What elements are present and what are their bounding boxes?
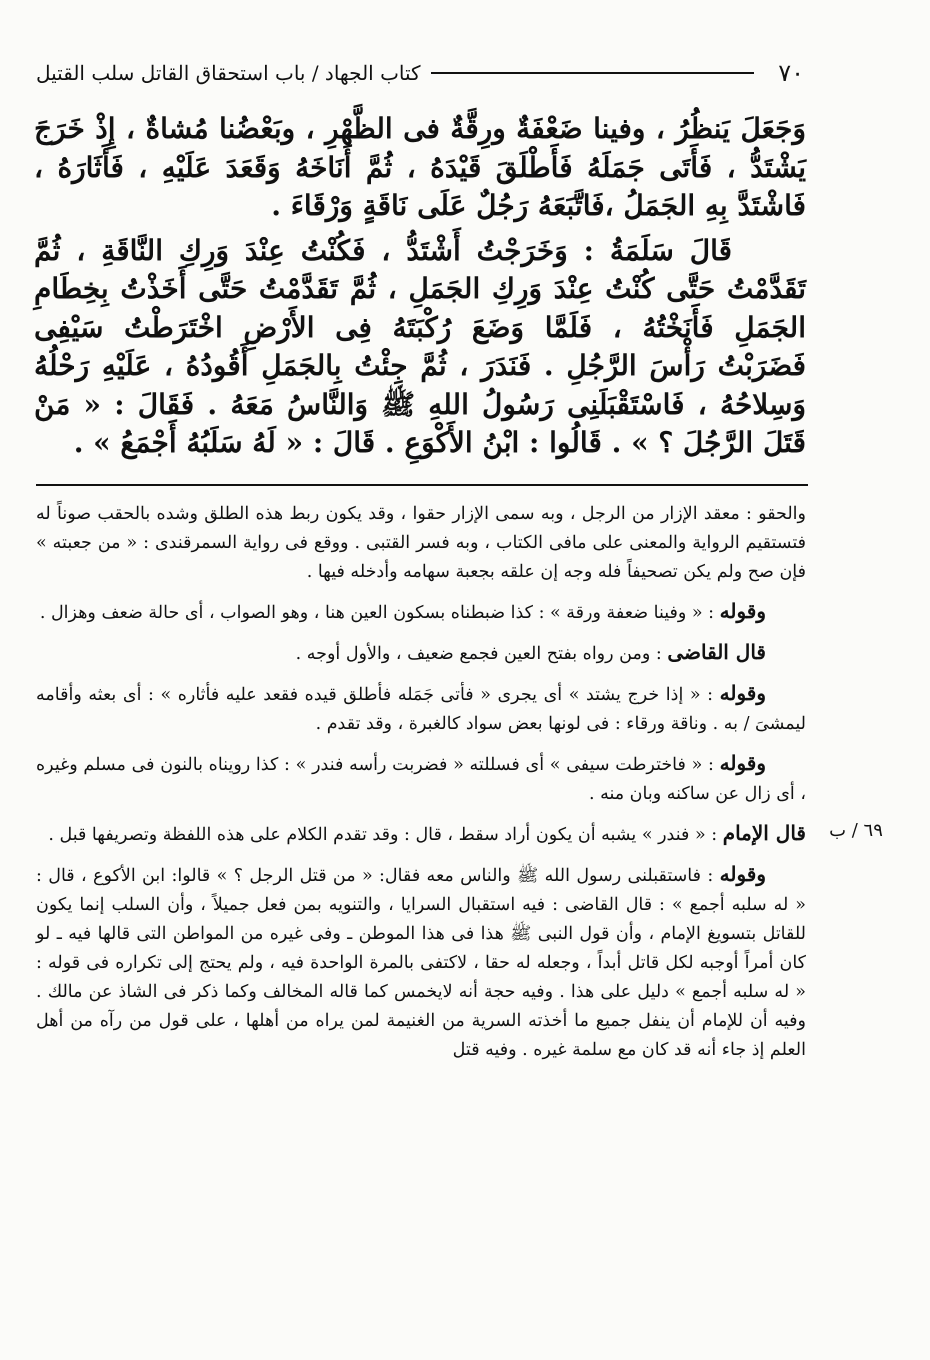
running-header xyxy=(36,58,804,88)
margin-folio-note: ٦٩ / ب xyxy=(829,820,883,841)
commentary-keyword: وقوله xyxy=(719,751,766,775)
commentary-text: : « إذا خرج يشتد » أى يجرى « فأتى جَمَله فأطلق قيده فقعد عليه فأثاره » : أى بعثه وأقامه ليمشىَ / به . وناقة ورقاء : فى لونها بعض سواد كالغبرة ، وقد تقدم . xyxy=(36,685,806,734)
commentary-text: : ومن رواه بفتح العين فجمع ضعيف ، والأول أوجه . xyxy=(295,644,668,664)
commentary-paragraph xyxy=(36,749,806,809)
commentary-paragraph xyxy=(36,819,806,850)
page-number: ٧٠ xyxy=(778,59,804,87)
commentary-text: : فاستقبلنى رسول الله ﷺ والناس معه فقال: « من قتل الرجل ؟ » قالوا: ابن الأكوع ، قال : « له سلبه أجمع » : قال القاضى : فيه استقبال السرايا ، والتنويه بمن فعل جميلاً ، وأن السلب إنما يكون للقاتل بتسويغ الإمام ، وأن قول النبى ﷺ هذا فى هذا الموطن ـ وفى غيره من المواطن التى قالها فيه ـ لو كان أمراً أوجبه لكل قاتل أبداً ، وجعله له حقا ، لاكتفى بالمرة الواحدة فيه ، ولم يحتج إلى تكراره فى قوله : « له سلبه أجمع » دليل على هذا . وفيه حجة أنه لايخمس كما قاله المخالف وكما ذكر فى الشاذ عن مالك . وفيه أن للإمام أن ينفل جميع ما أخذته السرية من الغنيمة لمن يراه من أهلها ، على قول من رآه من أهل العلم إذ جاء أنه قد كان مع سلمة غيره . وفيه قتل xyxy=(36,866,806,1060)
commentary-paragraph xyxy=(36,860,806,1065)
commentary-keyword: وقوله xyxy=(719,599,766,623)
hadith-paragraph: وَجَعَلَ يَنظُرُ ، وفينا ضَعْفَةٌ ورِقَّةٌ فى الظَّهْرِ ، وبَعْضُنا مُشاةٌ ، إِذْ خَرَجَ يَشْتَدُّ ، فَأَتَى جَمَلَهُ فَأَطْلَقَ قَيْدَهُ ، ثُمَّ أَنَاخَهُ وَقَعَدَ عَلَيْهِ ، فَأَثَارَهُ ، فَاشْتَدَّ بِهِ الجَمَلُ ،فَاتَّبَعَهُ رَجُلٌ عَلَى نَاقَةٍ وَرْقَاءَ . xyxy=(34,112,806,222)
commentary-text: : « فندر » يشبه أن يكون أراد سقط ، قال : وقد تقدم الكلام على هذه اللفظة وتصريفها قبل . xyxy=(48,825,723,845)
hadith-paragraph: قَالَ سَلَمَةُ : وَخَرَجْتُ أَشْتَدُّ ، فَكُنْتُ عِنْدَ وَرِكِ النَّاقَةِ ، ثُمَّ تَقَدَّمْتُ حَتَّى كُنْتُ عِنْدَ وَرِكِ الجَمَلِ ، ثُمَّ تَقَدَّمْتُ حَتَّى أَخَذْتُ بِخِطَامِ الجَمَلِ فَأَنَخْتُهُ ، فَلَمَّا وَضَعَ رُكْبَتَهُ فِى الأَرْضِ اخْتَرَطْتُ سَيْفِى فَضَرَبْتُ رَأْسَ الرَّجُلِ . فَنَدَرَ ، ثُمَّ جِئْتُ بِالجَمَلِ أَقُودُهُ ، عَلَيْهِ رَحْلُهُ وَسِلاحُهُ ، فَاسْتَقْبَلَنِى رَسُولُ اللهِ ﷺ وَالنَّاسُ مَعَهُ . فَقَالَ : « مَنْ قَتَلَ الرَّجُلَ ؟ » . قَالُوا : ابْنُ الأَكْوَعِ . قَالَ : « لَهُ سَلَبُهُ أَجْمَعُ » . xyxy=(34,233,806,459)
commentary-text: والحقو : معقد الإزار من الرجل ، وبه سمى الإزار حقوا ، وقد يكون ربط هذه الطلق وشده بالحقب صوناً له فتستقيم الرواية والمعنى على مافى الكتاب ، وبه فسر القتبى . ووقع فى رواية السمرقندى : « من جعبته » فإن صح ولم يكن تصحيفاً فله وجه إن علقه بجعبة سهامه وأدخله فيها . xyxy=(36,504,806,582)
commentary-paragraph xyxy=(36,597,806,628)
commentary-keyword: وقوله xyxy=(719,862,766,886)
commentary-text: : « فاخترطت سيفى » أى فسللته « فضربت رأسه فندر » : كذا رويناه بالنون فى مسلم وغيره ، أى زال عن ساكنه وبان منه . xyxy=(36,755,806,804)
commentary-paragraph xyxy=(36,679,806,739)
header-rule xyxy=(431,72,755,74)
commentary-keyword: قال القاضى xyxy=(667,640,766,664)
commentary-text: : « وفينا ضعفة ورقة » : كذا ضبطناه بسكون العين هنا ، وهو الصواب ، أى حالة ضعف وهزال . xyxy=(39,603,720,623)
commentary-keyword: وقوله xyxy=(719,681,766,705)
commentary xyxy=(36,498,806,1075)
hadith-text xyxy=(34,110,806,469)
footnote-separator xyxy=(36,484,808,486)
commentary-keyword: قال الإمام xyxy=(722,821,806,845)
commentary-paragraph xyxy=(36,638,806,669)
commentary-paragraph xyxy=(36,498,806,587)
header-title: كتاب الجهاد / باب استحقاق القاتل سلب القتيل xyxy=(36,61,421,85)
